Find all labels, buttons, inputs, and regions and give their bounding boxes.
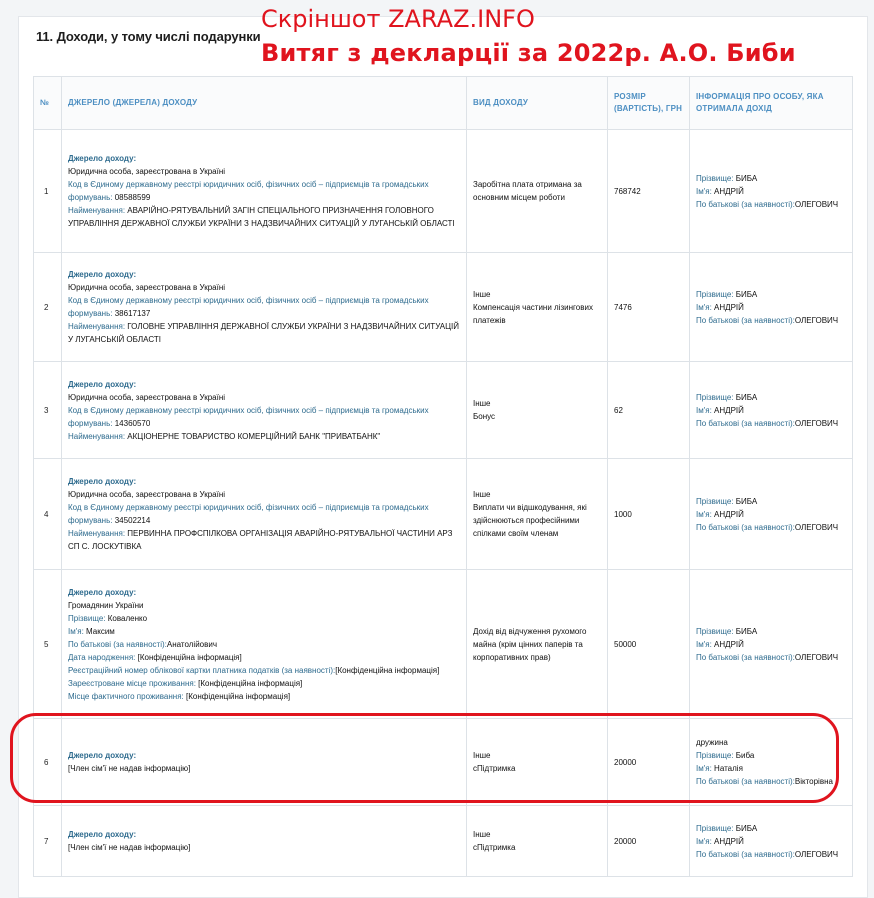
table-row	[34, 362, 853, 459]
actual-address-value: [Конфіденційна інформація]	[186, 691, 291, 701]
income-type-detail: Бонус	[473, 412, 496, 421]
entity-name: АКЦІОНЕРНЕ ТОВАРИСТВО КОМЕРЦІЙНИЙ БАНК "ПРИВАТБАНК"	[127, 431, 381, 441]
patronymic-label: По батькові (за наявності):	[696, 652, 795, 662]
income-type-detail: Компенсація частини лізингових платежів	[473, 302, 593, 325]
source-label: Джерело доходу:	[68, 477, 137, 486]
entity-name: ГОЛОВНЕ УПРАВЛІННЯ ДЕРЖАВНОЇ СЛУЖБИ УКРАЇНИ З НАДЗВИЧАЙНИХ СИТУАЦІЙ У ЛУГАНСЬКІЙ ОБЛАСТІ	[68, 322, 459, 344]
entity-type: Юридична особа, зареєстрована в Україні	[68, 167, 226, 176]
surname-label: Прізвище:	[696, 823, 734, 833]
src-patronymic-value: Анатолійович	[166, 639, 217, 649]
patronymic-label: По батькові (за наявності):	[696, 315, 795, 325]
firstname-label: Ім'я:	[696, 836, 712, 846]
name-label: Найменування:	[68, 431, 126, 441]
firstname-value: АНДРІЙ	[714, 302, 744, 312]
recipient-info	[690, 459, 853, 570]
row-number: 3	[34, 362, 62, 459]
recipient-info	[690, 719, 853, 806]
income-type-other: Інше	[473, 289, 491, 299]
income-source	[62, 253, 467, 362]
header-source: ДЖЕРЕЛО (ДЖЕРЕЛА) ДОХОДУ	[62, 77, 467, 130]
entity-name: ПЕРВИННА ПРОФСПІЛКОВА ОРГАНІЗАЦІЯ АВАРІЙНО-РЯТУВАЛЬНОЇ ЧАСТИНИ АРЗ СП С. ЛОСКУТІВКА	[68, 529, 453, 551]
source-label: Джерело доходу:	[68, 751, 137, 760]
income-source	[62, 570, 467, 719]
watermark-text: Скріншот ZARAZ.INFO	[261, 5, 535, 33]
name-label: Найменування:	[68, 529, 126, 538]
birth-label: Дата народження:	[68, 652, 136, 662]
surname-label: Прізвище:	[696, 626, 734, 636]
income-amount: 50000	[608, 570, 690, 719]
table-row	[34, 806, 853, 877]
header-amount: РОЗМІР (ВАРТІСТЬ), ГРН	[608, 77, 690, 130]
source-label: Джерело доходу:	[68, 154, 137, 163]
table-row	[34, 459, 853, 570]
income-type-other: Інше	[473, 399, 491, 408]
edrpou-value: 34502214	[114, 516, 151, 525]
edrpou-value: 38617137	[114, 309, 151, 318]
edrpou-label: Код в Єдиному державному реєстрі юридичних осіб, фізичних осіб – підприємців та громадських формувань:	[68, 296, 429, 318]
income-type	[467, 806, 608, 877]
surname-value: БИБА	[735, 392, 758, 402]
firstname-label: Ім'я:	[696, 764, 712, 773]
patronymic-value: ОЛЕГОВИЧ	[794, 522, 839, 532]
table-row	[34, 130, 853, 253]
patronymic-value: ОЛЕГОВИЧ	[794, 315, 839, 325]
patronymic-value: ОЛЕГОВИЧ	[794, 849, 839, 859]
entity-type: Юридична особа, зареєстрована в Україні	[68, 392, 226, 402]
patronymic-value: ОЛЕГОВИЧ	[794, 652, 839, 662]
income-source	[62, 130, 467, 253]
income-type	[467, 719, 608, 806]
income-source	[62, 459, 467, 570]
income-type-detail: сПідтримка	[473, 843, 516, 852]
patronymic-value: ОЛЕГОВИЧ	[794, 199, 839, 209]
income-type-other: Інше	[473, 751, 491, 760]
row-number: 7	[34, 806, 62, 877]
patronymic-value: Вікторівна	[794, 777, 833, 786]
surname-value: БИБА	[735, 173, 758, 183]
firstname-value: АНДРІЙ	[714, 186, 744, 196]
birth-value: [Конфіденційна інформація]	[137, 652, 242, 662]
surname-value: БИБА	[735, 626, 758, 636]
firstname-label: Ім'я:	[696, 639, 712, 649]
surname-label: Прізвище:	[696, 289, 734, 299]
income-amount: 20000	[608, 719, 690, 806]
firstname-label: Ім'я:	[696, 186, 712, 196]
income-amount: 7476	[608, 253, 690, 362]
edrpou-label: Код в Єдиному державному реєстрі юридичних осіб, фізичних осіб – підприємців та громадських формувань:	[68, 503, 429, 525]
income-type: Заробітна плата отримана за основним місцем роботи	[467, 130, 608, 253]
income-type	[467, 459, 608, 570]
family-no-info: [Член сім'ї не надав інформацію]	[68, 764, 191, 773]
surname-value: БИБА	[735, 823, 758, 833]
firstname-value: Наталія	[714, 764, 743, 773]
recipient-info	[690, 253, 853, 362]
relation-value: дружина	[696, 738, 728, 747]
extract-title: Витяг з декларції за 2022р. А.О. Биби	[261, 39, 796, 67]
reg-address-value: [Конфіденційна інформація]	[198, 678, 303, 688]
table-row	[34, 253, 853, 362]
income-type	[467, 253, 608, 362]
patronymic-label: По батькові (за наявності):	[696, 849, 795, 859]
patronymic-label: По батькові (за наявності):	[696, 199, 795, 209]
patronymic-label: По батькові (за наявності):	[696, 777, 795, 786]
table-row	[34, 570, 853, 719]
edrpou-label: Код в Єдиному державному реєстрі юридичних осіб, фізичних осіб – підприємців та громадських формувань:	[68, 180, 429, 202]
surname-label: Прізвище:	[696, 751, 734, 760]
edrpou-value: 08588599	[114, 193, 151, 202]
income-source	[62, 362, 467, 459]
firstname-value: АНДРІЙ	[714, 405, 744, 415]
income-amount: 20000	[608, 806, 690, 877]
source-label: Джерело доходу:	[68, 830, 137, 839]
header-type: ВИД ДОХОДУ	[467, 77, 608, 130]
firstname-label: Ім'я:	[696, 405, 712, 415]
firstname-value: АНДРІЙ	[714, 836, 744, 846]
row-number: 4	[34, 459, 62, 570]
recipient-info	[690, 806, 853, 877]
patronymic-label: По батькові (за наявності):	[696, 522, 795, 532]
entity-type: Юридична особа, зареєстрована в Україні	[68, 490, 226, 499]
src-patronymic-label: По батькові (за наявності):	[68, 639, 167, 649]
edrpou-label: Код в Єдиному державному реєстрі юридичних осіб, фізичних осіб – підприємців та громадських формувань:	[68, 405, 429, 428]
section-title: 11. Доходи, у тому числі подарунки	[36, 29, 261, 44]
name-label: Найменування:	[68, 322, 126, 331]
reg-address-label: Зареєстроване місце проживання:	[68, 678, 196, 688]
name-label: Найменування:	[68, 206, 126, 215]
recipient-info	[690, 130, 853, 253]
row-number: 6	[34, 719, 62, 806]
income-source	[62, 806, 467, 877]
income-amount: 62	[608, 362, 690, 459]
patronymic-value: ОЛЕГОВИЧ	[794, 418, 839, 428]
header-num: №	[34, 77, 62, 130]
income-amount: 768742	[608, 130, 690, 253]
income-type-other: Інше	[473, 830, 491, 839]
actual-address-label: Місце фактичного проживання:	[68, 691, 184, 701]
row-number: 5	[34, 570, 62, 719]
family-no-info: [Член сім'ї не надав інформацію]	[68, 843, 191, 852]
row-number: 1	[34, 130, 62, 253]
income-type-other: Інше	[473, 490, 491, 499]
surname-value: Биба	[735, 751, 755, 760]
firstname-label: Ім'я:	[696, 302, 712, 312]
surname-label: Прізвище:	[696, 392, 734, 402]
income-type-detail: сПідтримка	[473, 764, 516, 773]
patronymic-label: По батькові (за наявності):	[696, 418, 795, 428]
income-amount: 1000	[608, 459, 690, 570]
firstname-value: АНДРІЙ	[714, 509, 744, 519]
table-header-row	[34, 77, 853, 130]
firstname-value: АНДРІЙ	[714, 639, 744, 649]
surname-value: БИБА	[735, 289, 758, 299]
src-surname-value: Коваленко	[107, 613, 148, 623]
income-type	[467, 362, 608, 459]
source-label: Джерело доходу:	[68, 270, 137, 279]
surname-label: Прізвище:	[696, 173, 734, 183]
income-source	[62, 719, 467, 806]
edrpou-value: 14360570	[114, 418, 151, 428]
income-type: Дохід від відчуження рухомого майна (крім цінних паперів та корпоративних прав)	[467, 570, 608, 719]
rnokpp-label: Реєстраційний номер облікової картки платника податків (за наявності):	[68, 665, 336, 675]
citizen-type: Громадянин України	[68, 600, 144, 610]
recipient-info	[690, 570, 853, 719]
src-firstname-label: Ім'я:	[68, 626, 84, 636]
income-table	[33, 76, 853, 877]
src-firstname-value: Максим	[86, 626, 115, 636]
source-label: Джерело доходу:	[68, 587, 137, 597]
header-recipient: ІНФОРМАЦІЯ ПРО ОСОБУ, ЯКА ОТРИМАЛА ДОХІД	[690, 77, 853, 130]
surname-label: Прізвище:	[696, 496, 734, 506]
src-surname-label: Прізвище:	[68, 613, 106, 623]
rnokpp-value: [Конфіденційна інформація]	[335, 665, 440, 675]
surname-value: БИБА	[735, 496, 758, 506]
source-label: Джерело доходу:	[68, 379, 137, 389]
entity-name: АВАРІЙНО-РЯТУВАЛЬНИЙ ЗАГІН СПЕЦІАЛЬНОГО ПРИЗНАЧЕННЯ ГОЛОВНОГО УПРАВЛІННЯ ДЕРЖАВНОЇ СЛУЖБИ УКРАЇНИ З НАДЗВИЧАЙНИХ СИТУАЦІЙ У ЛУГАНСЬКІЙ ОБЛАСТІ	[68, 206, 455, 228]
recipient-info	[690, 362, 853, 459]
table-row	[34, 719, 853, 806]
row-number: 2	[34, 253, 62, 362]
entity-type: Юридична особа, зареєстрована в Україні	[68, 283, 226, 292]
firstname-label: Ім'я:	[696, 509, 712, 519]
income-type-detail: Виплати чи відшкодування, які здійснюються професійними спілками своїм членам	[473, 503, 587, 538]
